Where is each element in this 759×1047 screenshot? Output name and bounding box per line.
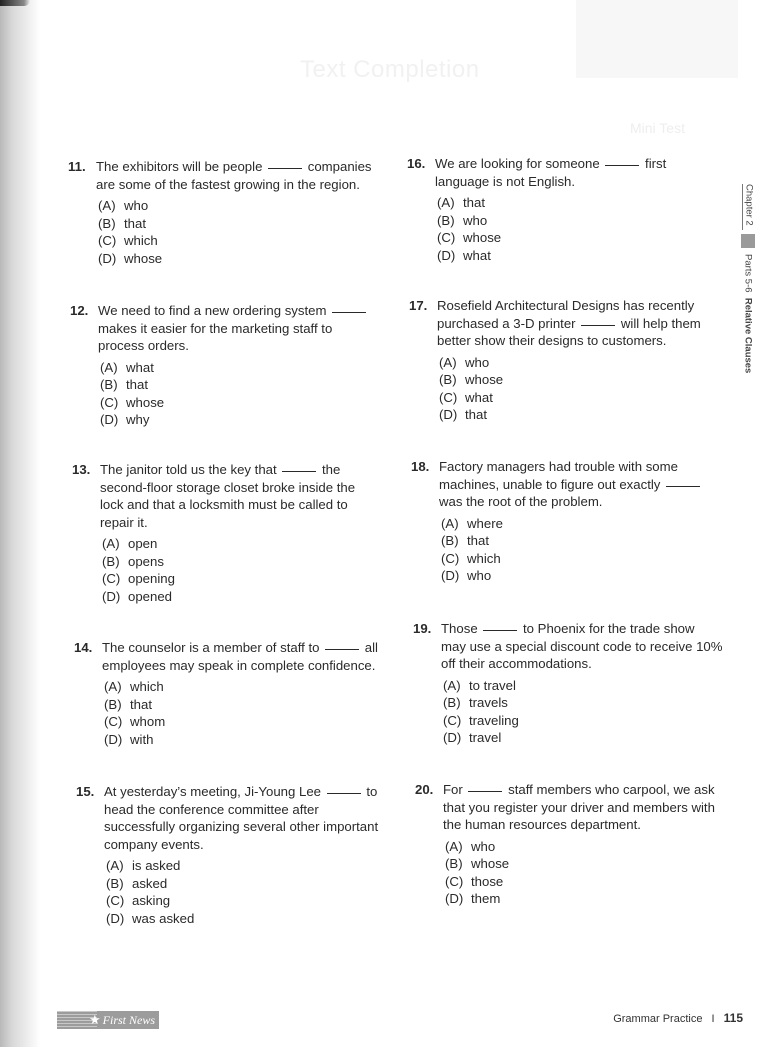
- option-letter: (B): [437, 212, 455, 228]
- option-letter: (C): [98, 233, 117, 248]
- option-letter: (D): [102, 588, 121, 604]
- option-letter: (C): [106, 893, 125, 908]
- option-a[interactable]: [439, 354, 714, 372]
- option-text: traveling: [469, 712, 519, 728]
- option-text: travels: [469, 695, 508, 710]
- question-18: [411, 458, 711, 585]
- question-text-before: Rosefield Architectural Designs has recently purchased a 3-D printer: [437, 298, 695, 331]
- option-text: that: [465, 407, 487, 422]
- answer-blank: [325, 649, 359, 650]
- publisher-logo: [57, 1011, 159, 1029]
- page-corner: [0, 0, 30, 6]
- option-text: those: [471, 873, 504, 889]
- question-number: 14.: [74, 640, 93, 655]
- question-text: [96, 158, 388, 193]
- option-letter: (C): [439, 389, 458, 405]
- option-text: whose: [124, 250, 163, 266]
- option-letter: (A): [102, 536, 120, 551]
- question-12: [70, 302, 375, 429]
- answer-options: [439, 354, 714, 424]
- question-text: [443, 781, 725, 834]
- option-text: which: [467, 550, 501, 566]
- bleed-through-subtitle: Mini Test: [630, 120, 685, 136]
- option-b[interactable]: [441, 532, 711, 550]
- option-c[interactable]: [98, 232, 388, 250]
- option-letter: (C): [104, 714, 123, 729]
- option-letter: (B): [445, 856, 463, 871]
- option-letter: (A): [104, 679, 122, 694]
- side-tab-marker: [741, 234, 755, 248]
- question-20: [415, 781, 725, 908]
- question-text-after: to Phoenix for the trade show may use a special discount code to receive 10% off their accommodations.: [441, 621, 723, 671]
- answer-blank: [282, 471, 316, 472]
- question-text: [100, 461, 372, 531]
- option-text: who: [463, 212, 488, 228]
- option-letter: (B): [106, 875, 124, 891]
- option-text: them: [471, 891, 501, 906]
- option-text: that: [124, 215, 146, 231]
- question-17: [409, 297, 714, 424]
- option-text: asking: [132, 893, 171, 908]
- option-text: whose: [463, 230, 502, 245]
- question-number: 15.: [76, 784, 95, 799]
- option-c[interactable]: [437, 229, 697, 247]
- option-d[interactable]: [437, 247, 697, 265]
- option-b[interactable]: [100, 376, 375, 394]
- question-text-before: The janitor told us the key that: [100, 462, 277, 477]
- side-tab-chapter: Chapter 2: [742, 184, 755, 230]
- option-letter: (D): [443, 730, 462, 745]
- option-letter: (D): [439, 407, 458, 422]
- answer-options: [100, 359, 375, 429]
- option-text: what: [465, 389, 493, 405]
- side-tab-parts: [743, 254, 754, 373]
- answer-blank: [666, 486, 700, 487]
- option-text: that: [126, 377, 148, 392]
- question-number: 19.: [413, 621, 432, 636]
- option-letter: (B): [102, 553, 120, 569]
- option-letter: (A): [441, 515, 459, 531]
- option-letter: (B): [100, 377, 118, 392]
- option-text: opened: [128, 588, 173, 604]
- option-text: where: [467, 515, 503, 531]
- option-text: who: [467, 568, 492, 583]
- option-text: open: [128, 536, 158, 551]
- option-letter: (D): [98, 250, 117, 266]
- option-a[interactable]: [106, 857, 386, 875]
- option-text: with: [130, 731, 154, 747]
- answer-options: [104, 678, 386, 748]
- option-letter: (B): [441, 533, 459, 548]
- question-number: 11.: [68, 159, 86, 174]
- option-b[interactable]: [98, 215, 388, 233]
- question-16: [407, 155, 697, 264]
- option-b[interactable]: [443, 694, 723, 712]
- question-text-after: first language is not English.: [435, 156, 667, 189]
- option-d[interactable]: [445, 890, 725, 908]
- question-number: 20.: [415, 782, 434, 797]
- option-text: whose: [465, 372, 504, 387]
- option-letter: (B): [439, 372, 457, 387]
- question-number: 18.: [411, 459, 430, 474]
- option-c[interactable]: [439, 389, 714, 407]
- answer-blank: [332, 312, 366, 313]
- option-text: opens: [128, 553, 164, 569]
- question-13: [72, 461, 372, 605]
- question-text: [437, 297, 714, 350]
- answer-blank: [468, 791, 502, 792]
- option-letter: (A): [437, 195, 455, 210]
- answer-blank: [268, 168, 302, 169]
- answer-blank: [581, 325, 615, 326]
- star-icon: ★: [89, 1012, 101, 1027]
- question-text-before: For: [443, 782, 463, 797]
- option-d[interactable]: [441, 567, 711, 585]
- option-letter: (C): [437, 230, 456, 245]
- option-letter: (D): [445, 891, 464, 906]
- option-text: that: [467, 533, 489, 548]
- option-text: to travel: [469, 677, 516, 693]
- option-letter: (A): [445, 838, 463, 854]
- question-15: [76, 783, 386, 927]
- option-letter: (C): [102, 571, 121, 586]
- option-c[interactable]: [106, 892, 386, 910]
- option-a[interactable]: [104, 678, 386, 696]
- option-letter: (D): [441, 568, 460, 583]
- option-letter: (B): [98, 215, 116, 231]
- option-text: what: [463, 247, 491, 263]
- option-b[interactable]: [104, 696, 386, 714]
- option-letter: (A): [98, 198, 116, 213]
- question-text: [104, 783, 386, 853]
- question-text-before: The counselor is a member of staff to: [102, 640, 320, 655]
- question-text-before: We are looking for someone: [435, 156, 600, 171]
- option-b[interactable]: [445, 855, 725, 873]
- option-letter: (C): [443, 712, 462, 728]
- option-d[interactable]: [439, 406, 714, 424]
- option-text: whose: [471, 856, 510, 871]
- option-d[interactable]: [106, 910, 386, 928]
- option-text: is asked: [132, 858, 181, 873]
- option-letter: (B): [104, 696, 122, 712]
- question-text-before: The exhibitors will be people: [96, 159, 263, 174]
- page-footer: [613, 1011, 743, 1025]
- question-text-after: will help them better show their designs to customers.: [437, 315, 701, 348]
- option-c[interactable]: [102, 570, 372, 588]
- option-a[interactable]: [445, 838, 725, 856]
- option-text: who: [465, 354, 490, 370]
- option-text: which: [130, 679, 164, 694]
- question-text: [439, 458, 711, 511]
- question-11: [68, 158, 388, 267]
- option-text: who: [471, 838, 496, 854]
- answer-blank: [483, 630, 517, 631]
- side-tab-topic: Relative Clauses: [742, 297, 754, 374]
- option-text: who: [124, 198, 149, 213]
- chapter-side-tab: [740, 184, 756, 373]
- option-letter: (D): [104, 731, 123, 747]
- option-text: what: [126, 359, 154, 375]
- option-text: travel: [469, 730, 502, 745]
- answer-options: [102, 535, 372, 605]
- option-d[interactable]: [98, 250, 388, 268]
- option-a[interactable]: [441, 515, 711, 533]
- question-text-after: makes it easier for the marketing staff to process orders.: [98, 320, 333, 353]
- option-b[interactable]: [102, 553, 372, 571]
- answer-options: [98, 197, 388, 267]
- question-14: [74, 639, 386, 748]
- question-text-after: companies are some of the fastest growing in the region.: [96, 159, 372, 192]
- option-b[interactable]: [106, 875, 386, 893]
- option-c[interactable]: [443, 712, 723, 730]
- answer-options: [445, 838, 725, 908]
- bleed-through-box: [576, 0, 738, 78]
- option-b[interactable]: [439, 371, 714, 389]
- option-a[interactable]: [98, 197, 388, 215]
- question-text: [102, 639, 386, 674]
- option-text: which: [124, 233, 158, 248]
- option-a[interactable]: [102, 535, 372, 553]
- question-text-after: the second-floor storage closet broke inside the lock and that a locksmith must be called to repair it.: [100, 462, 356, 530]
- option-a[interactable]: [443, 677, 723, 695]
- question-text-after: all employees may speak in complete confidence.: [102, 640, 378, 673]
- option-letter: (D): [437, 247, 456, 263]
- question-text-after: staff members who carpool, we ask that you register your driver and members with the human resources department.: [443, 782, 715, 832]
- option-letter: (D): [106, 910, 125, 926]
- option-d[interactable]: [104, 731, 386, 749]
- option-letter: (A): [100, 359, 118, 375]
- publisher-name: First News: [102, 1012, 155, 1027]
- option-text: was asked: [132, 910, 195, 926]
- option-c[interactable]: [104, 713, 386, 731]
- question-text: [435, 155, 697, 190]
- question-19: [413, 620, 723, 747]
- option-d[interactable]: [102, 588, 372, 606]
- book-title: Grammar Practice: [613, 1013, 703, 1025]
- option-text: that: [463, 195, 485, 210]
- option-c[interactable]: [445, 873, 725, 891]
- page-number: 115: [723, 1011, 743, 1025]
- option-d[interactable]: [100, 411, 375, 429]
- option-letter: (C): [441, 550, 460, 566]
- option-text: why: [126, 412, 150, 427]
- question-text-after: to head the conference committee after successfully organizing several other important company events.: [104, 784, 379, 852]
- question-number: 12.: [70, 303, 89, 318]
- option-letter: (B): [443, 695, 461, 710]
- option-letter: (C): [445, 873, 464, 889]
- option-c[interactable]: [441, 550, 711, 568]
- question-text-after: was the root of the problem.: [439, 494, 603, 509]
- option-d[interactable]: [443, 729, 723, 747]
- option-c[interactable]: [100, 394, 375, 412]
- option-text: opening: [128, 571, 175, 586]
- question-text: [441, 620, 723, 673]
- option-letter: (A): [106, 858, 124, 873]
- question-text-before: Factory managers had trouble with some machines, unable to figure out exactly: [439, 459, 678, 492]
- option-text: whom: [130, 714, 166, 729]
- option-letter: (A): [439, 354, 457, 370]
- question-text-before: Those: [441, 621, 478, 636]
- question-text-before: We need to find a new ordering system: [98, 303, 327, 318]
- option-text: that: [130, 696, 152, 712]
- question-text: [98, 302, 375, 355]
- answer-options: [106, 857, 386, 927]
- footer-separator: I: [711, 1013, 715, 1025]
- side-tab-parts-label: Parts 5-6: [742, 253, 754, 293]
- option-a[interactable]: [437, 194, 697, 212]
- option-text: asked: [132, 875, 168, 891]
- option-b[interactable]: [437, 212, 697, 230]
- option-letter: (D): [100, 412, 119, 427]
- option-letter: (C): [100, 394, 119, 410]
- option-a[interactable]: [100, 359, 375, 377]
- question-number: 17.: [409, 298, 428, 313]
- question-number: 16.: [407, 156, 426, 171]
- answer-blank: [605, 165, 639, 166]
- answer-blank: [327, 793, 361, 794]
- answer-options: [443, 677, 723, 747]
- answer-options: [441, 515, 711, 585]
- bleed-through-title: Text Completion: [300, 56, 480, 83]
- question-number: 13.: [72, 462, 91, 477]
- page-spine-shadow: [0, 0, 40, 1047]
- option-text: whose: [126, 394, 165, 410]
- question-text-before: At yesterday’s meeting, Ji-Young Lee: [104, 784, 321, 799]
- option-letter: (A): [443, 677, 461, 693]
- answer-options: [437, 194, 697, 264]
